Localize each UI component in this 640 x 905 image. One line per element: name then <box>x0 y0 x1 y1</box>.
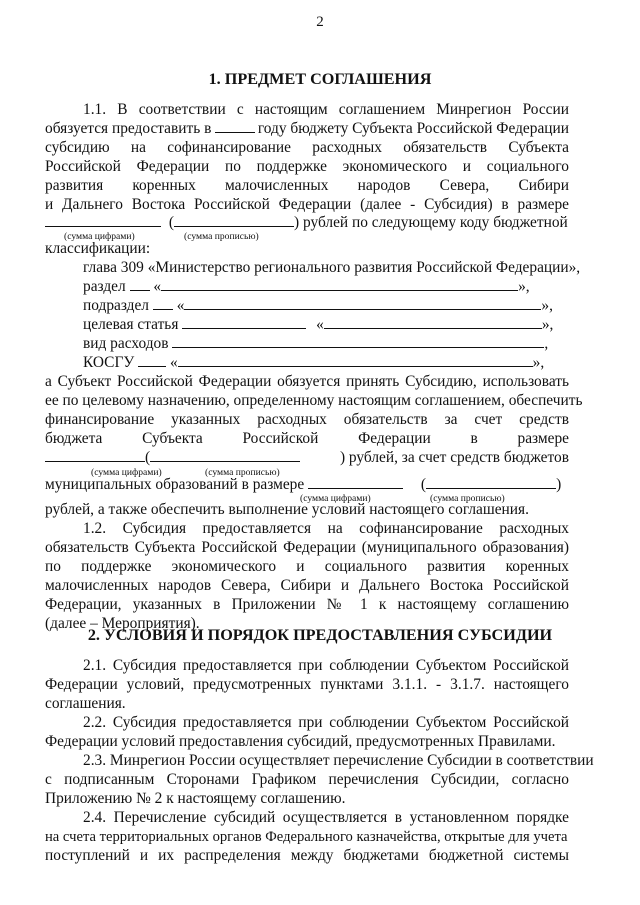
p11-line-7-text: ) рублей по следующему коду бюджетной <box>294 214 568 231</box>
caption-region-words: (сумма прописью) <box>205 467 280 478</box>
p11-line-1: 1.1. В соответствии с настоящим соглашением Минрегион России <box>83 101 569 118</box>
quote-close: », <box>518 278 530 295</box>
p11-after-7: рублей, а также обеспечить выполнение условий настоящего соглашения. <box>45 501 529 518</box>
p23-line-3: Приложению № 2 к настоящему соглашению. <box>45 790 346 807</box>
p12-line-6: (далее – Мероприятия). <box>45 615 200 632</box>
p11-after-6 <box>45 476 561 494</box>
vid-line <box>83 335 548 353</box>
podrazdel-code-blank <box>153 297 173 310</box>
p11-line-3: субсидию на софинансирование расходных обязательств Субъекта <box>45 139 569 156</box>
comma: , <box>544 335 549 352</box>
caption-sum-digits: (сумма цифрами) <box>64 231 135 242</box>
quote-close: », <box>532 354 545 371</box>
podrazdel-label: подраздел <box>83 297 149 314</box>
p12-line-4: малочисленных народов Севера, Сибири и Дальнего Востока Российской <box>45 577 569 594</box>
kosgu-code-blank <box>138 354 166 367</box>
municipal-sum-digits-blank <box>308 476 403 489</box>
region-sum-words-blank <box>150 449 300 462</box>
quote-close: », <box>541 297 553 314</box>
p11-line-7 <box>45 214 568 232</box>
p21-line-2: Федерации условий, предусмотренных пунктами 3.1.1. - 3.1.7. настоящего <box>45 676 569 693</box>
caption-region-digits: (сумма цифрами) <box>91 467 162 478</box>
paren-open: ( <box>145 449 151 466</box>
kosgu-line <box>83 354 544 372</box>
kosgu-name-blank <box>178 354 533 367</box>
vid-blank <box>172 335 544 348</box>
municipal-sum-words-blank <box>426 476 556 489</box>
quote-open: « <box>316 316 324 333</box>
p12-line-5: Федерации, указанных в Приложении № 1 к настоящему соглашению <box>45 596 569 613</box>
podrazdel-line <box>83 297 553 315</box>
p23-line-1: 2.3. Минрегион России осуществляет перечисление Субсидии в соответствии <box>83 752 594 769</box>
kosgu-label: КОСГУ <box>83 354 135 371</box>
p11-after-3: финансирование указанных расходных обязательств за счет средств <box>45 411 569 428</box>
vid-label: вид расходов <box>83 335 169 352</box>
sum-digits-blank <box>45 214 161 227</box>
p22-line-2: Федерации условий предоставления субсидий, предусмотренных Правилами. <box>45 733 556 750</box>
p22-line-1: 2.2. Субсидия предоставляется при соблюдении Субъектом Российской <box>83 714 569 731</box>
quote-open: « <box>176 297 185 314</box>
year-blank <box>215 120 255 133</box>
p11-line-8: классификации: <box>45 240 151 257</box>
p11-line-6: и Дальнего Востока Российской Федерации (далее - Субсидия) в размере <box>45 196 569 213</box>
p24-line-1: 2.4. Перечисление субсидий осуществляется в установленном порядке <box>83 809 569 826</box>
page-number: 2 <box>316 14 324 30</box>
celevaya-line <box>83 316 553 334</box>
section-1-heading: 1. ПРЕДМЕТ СОГЛАШЕНИЯ <box>208 70 432 88</box>
quote-open: « <box>153 278 162 295</box>
podrazdel-name-blank <box>184 297 541 310</box>
chapter-line: глава 309 «Министерство регионального развития Российской Федерации», <box>83 259 581 276</box>
p11-line-5: развития коренных малочисленных народов Севера, Сибири <box>45 177 569 194</box>
p11-line-2 <box>45 120 569 138</box>
paren-open: ( <box>420 476 427 493</box>
p11-after-4: бюджета Субъекта Российской Федерации в размере <box>45 430 569 447</box>
p11-after-5-text: ) рублей, за счет средств бюджетов <box>339 449 569 466</box>
p21-line-3: соглашения. <box>45 695 126 712</box>
quote-close: », <box>541 316 554 333</box>
celevaya-name-blank <box>324 316 542 329</box>
caption-sum-words: (сумма прописью) <box>184 231 259 242</box>
quote-open: « <box>169 354 178 371</box>
p11-line-2-text-b: году бюджету Субъекта Российской Федерации <box>257 120 569 137</box>
p11-line-4: Российской Федерации по поддержке экономического и социального <box>45 158 569 175</box>
region-sum-digits-blank <box>45 449 145 462</box>
razdel-name-blank <box>161 278 518 291</box>
razdel-code-blank <box>130 278 150 291</box>
p11-line-2-text-a: обязуется предоставить в <box>45 120 212 137</box>
p11-after-5 <box>45 449 569 467</box>
p12-line-1: 1.2. Субсидия предоставляется на софинансирование расходных <box>83 520 569 537</box>
p11-after-1: а Субъект Российской Федерации обязуется принять Субсидию, использовать <box>45 373 569 390</box>
razdel-label: раздел <box>83 278 126 295</box>
caption-municipal-digits: (сумма цифрами) <box>300 493 371 504</box>
p12-line-3: по поддержке экономического и социального развития коренных <box>45 558 569 575</box>
razdel-line <box>83 278 530 296</box>
section-2-heading: 2. УСЛОВИЯ И ПОРЯДОК ПРЕДОСТАВЛЕНИЯ СУБСИДИИ <box>87 626 553 644</box>
p12-line-2: обязательств Субъекта Российской Федерации (муниципального образования) <box>45 539 569 556</box>
celevaya-code-blank <box>182 316 306 329</box>
p24-line-3: поступлений и их распределения между бюджетами бюджетной системы <box>45 847 569 864</box>
p21-line-1: 2.1. Субсидия предоставляется при соблюдении Субъектом Российской <box>83 657 569 674</box>
municipal-text: муниципальных образований в размере <box>45 476 305 493</box>
p11-after-2: ее по целевому назначению, определенному настоящим соглашением, обеспечить <box>45 392 583 409</box>
paren-open: ( <box>168 214 174 231</box>
sum-words-blank <box>174 214 294 227</box>
p23-line-2: с подписанным Сторонами Графиком перечисления Субсидии, согласно <box>45 771 569 788</box>
celevaya-label: целевая статья <box>83 316 179 333</box>
caption-municipal-words: (сумма прописью) <box>430 493 505 504</box>
paren-close: ) <box>556 476 562 493</box>
p24-line-2: на счета территориальных органов Федерального казначейства, открытые для учета <box>45 829 568 845</box>
